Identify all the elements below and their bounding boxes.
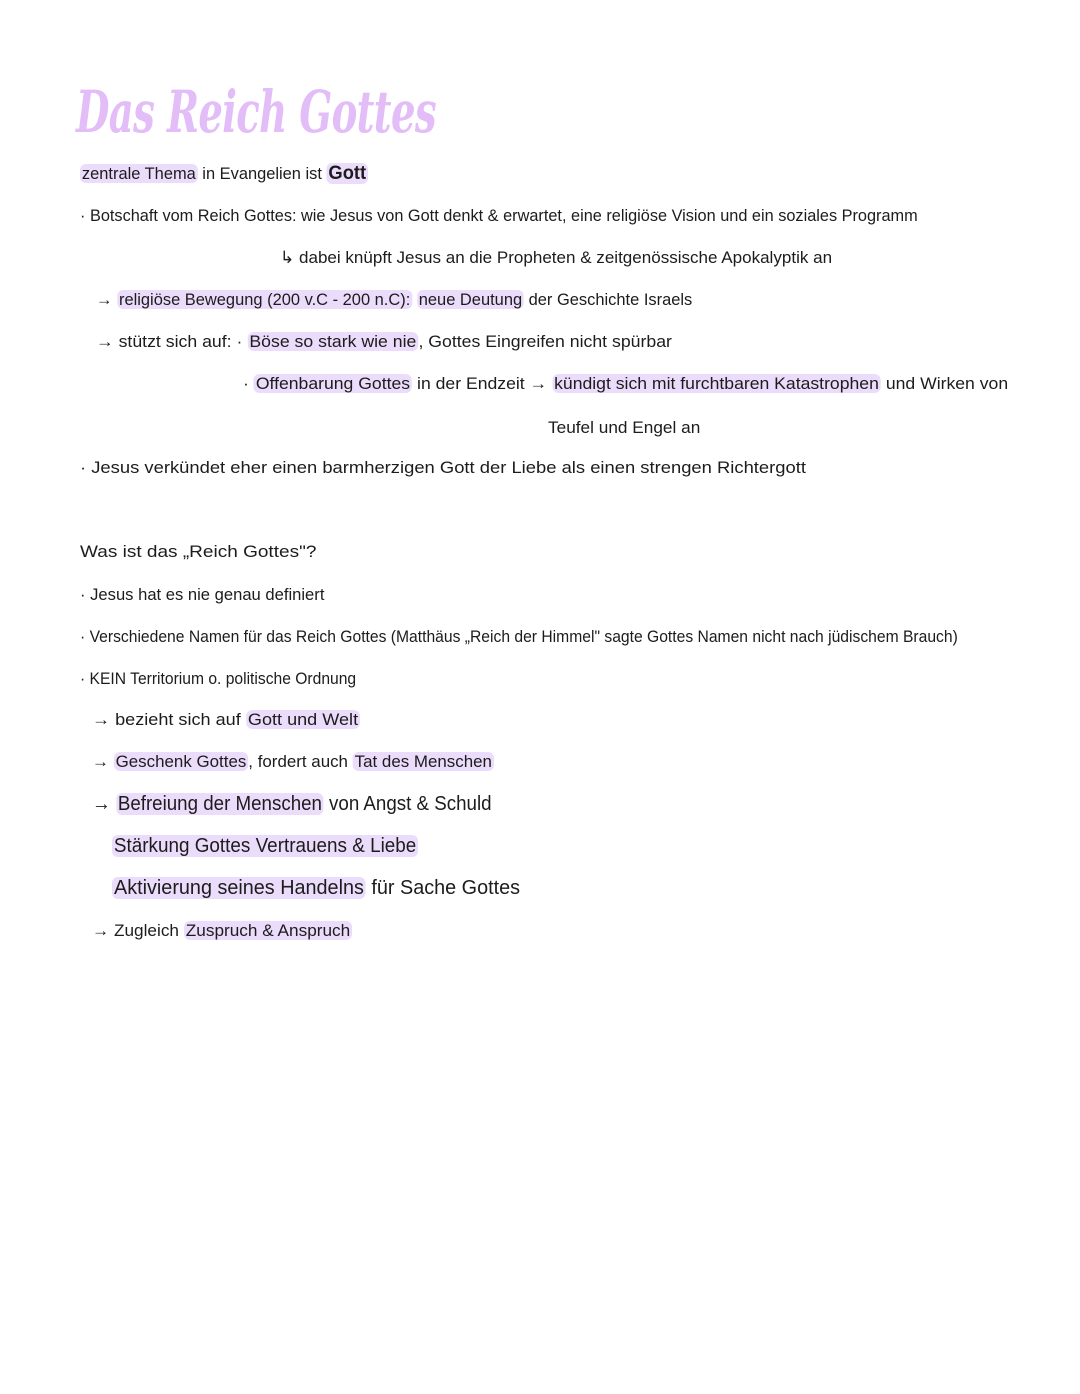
note-line (112, 833, 418, 859)
highlighted-text: Geschenk Gottes (115, 752, 247, 771)
text-segment: → (92, 793, 116, 815)
text-segment: in der Endzeit → (412, 374, 553, 393)
highlighted-text: Böse so stark wie nie (247, 332, 418, 351)
text-segment: · (243, 374, 254, 393)
text-segment: der Geschichte Israels (524, 290, 693, 309)
highlighted-text: Offenbarung Gottes (254, 374, 412, 393)
note-line (96, 287, 692, 313)
text-segment: in Evangelien ist (197, 164, 327, 183)
text-segment: · Botschaft vom Reich Gottes: wie Jesus von Gott denkt & erwartet, eine religiöse Vision und ein soziales Programm (80, 206, 918, 225)
note-line (92, 749, 494, 775)
highlighted-text: kündigt sich mit furchtbaren Katastrophen (552, 374, 881, 393)
note-line (92, 791, 492, 817)
text-segment: · Verschiedene Namen für das Reich Gottes (Matthäus „Reich der Himmel" sagte Gottes Namen nicht nach jüdischem Brauch) (80, 627, 958, 646)
text-segment: , fordert auch (248, 752, 353, 771)
note-line (80, 666, 356, 692)
highlighted-text: zentrale Thema (81, 164, 196, 183)
note-line (112, 875, 520, 901)
text-segment: → stützt sich auf: · (96, 332, 248, 351)
text-segment: · Jesus verkündet eher einen barmherzigen Gott der Liebe als einen strengen Richtergott (80, 458, 806, 477)
note-line (92, 918, 352, 944)
page-title: Das Reich Gottes (76, 78, 436, 146)
note-line (96, 329, 672, 355)
text-segment: Teufel und Engel an (548, 418, 701, 437)
text-segment: Was ist das „Reich Gottes"? (80, 542, 317, 561)
text-segment: von Angst & Schuld (323, 793, 492, 815)
text-segment: ↳ dabei knüpft Jesus an die Propheten & zeitgenössische Apokalyptik an (280, 248, 833, 267)
highlighted-text: Befreiung der Menschen (117, 793, 322, 815)
note-line (280, 245, 832, 271)
note-line (80, 624, 958, 650)
note-line (92, 707, 360, 733)
highlighted-text: Gott und Welt (246, 710, 360, 729)
highlighted-text: Tat des Menschen (354, 752, 492, 771)
highlighted-text: Gott (328, 163, 367, 184)
text-segment: → bezieht sich auf (92, 710, 246, 729)
note-line (243, 371, 1008, 397)
highlighted-text: Aktivierung seines Handelns (113, 877, 364, 899)
text-segment: → Zugleich (92, 921, 184, 940)
note-line (80, 203, 918, 229)
highlighted-text: Zuspruch & Anspruch (184, 921, 352, 940)
section-heading (80, 539, 316, 565)
text-segment: · KEIN Territorium o. politische Ordnung (80, 669, 357, 688)
note-line (80, 582, 324, 608)
highlighted-text: religiöse Bewegung (200 v.C - 200 n.C): (118, 290, 411, 309)
highlighted-text: Stärkung Gottes Vertrauens & Liebe (113, 835, 417, 857)
text-segment: und Wirken von (880, 374, 1009, 393)
text-segment: · Jesus hat es nie genau definiert (80, 585, 325, 604)
text-segment: → (92, 752, 114, 771)
text-segment: → (96, 290, 118, 309)
intro-line (80, 161, 368, 187)
text-segment: , Gottes Eingreifen nicht spürbar (418, 332, 672, 351)
note-line (80, 455, 806, 481)
text-segment (412, 290, 417, 309)
note-line (548, 415, 700, 441)
highlighted-text: neue Deutung (418, 290, 523, 309)
text-segment: für Sache Gottes (365, 877, 521, 899)
